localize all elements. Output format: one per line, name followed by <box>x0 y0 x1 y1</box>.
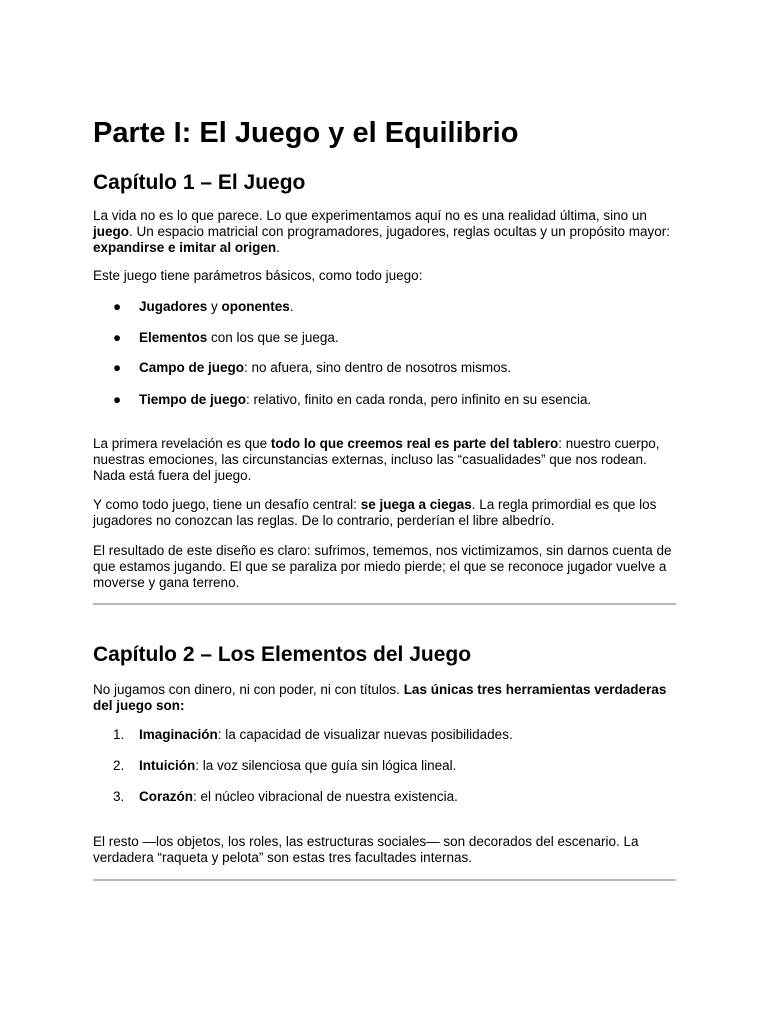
bullet-icon: ● <box>113 392 122 407</box>
text-run: La vida no es lo que parece. Lo que experimentamos aquí no es una realidad última, sino un <box>93 208 647 223</box>
text-run: : la voz silenciosa que guía sin lógica lineal. <box>195 758 457 773</box>
text-run: : relativo, finito en cada ronda, pero infinito en su esencia. <box>246 392 592 407</box>
text-run: . <box>289 299 294 314</box>
text-run: : el núcleo vibracional de nuestra existencia. <box>193 789 458 804</box>
bold-text: expandirse e imitar al origen <box>93 240 277 255</box>
text-run: y <box>207 299 222 314</box>
text-run: No jugamos con dinero, ni con poder, ni con títulos. <box>93 682 404 697</box>
text-run: : la capacidad de visualizar nuevas posibilidades. <box>217 727 513 742</box>
chapter-2-heading: Capítulo 2 – Los Elementos del Juego <box>93 643 472 666</box>
page-title: Parte I: El Juego y el Equilibrio <box>93 117 519 149</box>
chapter-1-paragraph-3 <box>93 436 676 484</box>
chapter-1-paragraph-1 <box>93 208 676 256</box>
list-item-text <box>139 299 294 315</box>
text-run: : no afuera, sino dentro de nosotros mismos. <box>244 360 512 375</box>
text-run: : nuestro cuerpo, nuestras emociones, las circunstancias externas, incluso las “casualidades” que nos rodean. Nada está fuera del juego. <box>93 436 660 483</box>
chapter-2-paragraph-2: El resto —los objetos, los roles, las estructuras sociales— son decorados del escenario. La verdadera “raqueta y pelota” son estas tres facultades internas. <box>93 834 639 865</box>
list-number: 2. <box>113 758 125 773</box>
bold-text: oponentes <box>221 299 290 314</box>
chapter-1-paragraph-2: Este juego tiene parámetros básicos, como todo juego: <box>93 268 423 283</box>
bold-text: Corazón <box>139 789 193 804</box>
list-item-text <box>139 758 456 774</box>
chapter-1-paragraph-5: El resultado de este diseño es claro: sufrimos, tememos, nos victimizamos, sin darnos cuenta de que estamos jugando. El que se paraliza por miedo pierde; el que se reconoce jugador vuelve a moverse y gana terreno. <box>93 543 672 590</box>
bold-text: juego <box>93 224 129 239</box>
chapter-1-heading: Capítulo 1 – El Juego <box>93 171 306 194</box>
bold-text: se juega a ciegas <box>360 497 472 512</box>
bold-text: Las únicas tres herramientas verdaderas del juego son: <box>93 682 667 713</box>
bullet-icon: ● <box>113 299 122 314</box>
list-number: 1. <box>113 727 125 742</box>
list-item-text <box>139 789 458 805</box>
text-run: La primera revelación es que <box>93 436 271 451</box>
section-divider <box>93 879 676 881</box>
bold-text: Jugadores <box>139 299 208 314</box>
bullet-icon: ● <box>113 360 122 375</box>
bold-text: Campo de juego <box>139 360 245 375</box>
bold-text: Tiempo de juego <box>139 392 247 407</box>
list-number: 3. <box>113 789 125 804</box>
text-run: Y como todo juego, tiene un desafío central: <box>93 497 361 512</box>
chapter-2-paragraph-1 <box>93 682 676 714</box>
chapter-1-paragraph-4 <box>93 497 676 529</box>
list-item-text <box>139 727 513 743</box>
list-item-text <box>139 360 511 376</box>
section-divider <box>93 603 676 605</box>
list-item-text <box>139 330 339 346</box>
bold-text: todo lo que creemos real es parte del tablero <box>270 436 559 451</box>
bold-text: Elementos <box>139 330 208 345</box>
bullet-icon: ● <box>113 330 122 345</box>
text-run: . Un espacio matricial con programadores, jugadores, reglas ocultas y un propósito mayor: <box>129 224 671 239</box>
text-run: . <box>276 240 280 255</box>
text-run: . La regla primordial es que los jugadores no conozcan las reglas. De lo contrario, perderían el libre albedrío. <box>93 497 657 528</box>
text-run: con los que se juega. <box>207 330 339 345</box>
list-item-text <box>139 392 591 408</box>
bold-text: Imaginación <box>139 727 218 742</box>
bold-text: Intuición <box>139 758 196 773</box>
